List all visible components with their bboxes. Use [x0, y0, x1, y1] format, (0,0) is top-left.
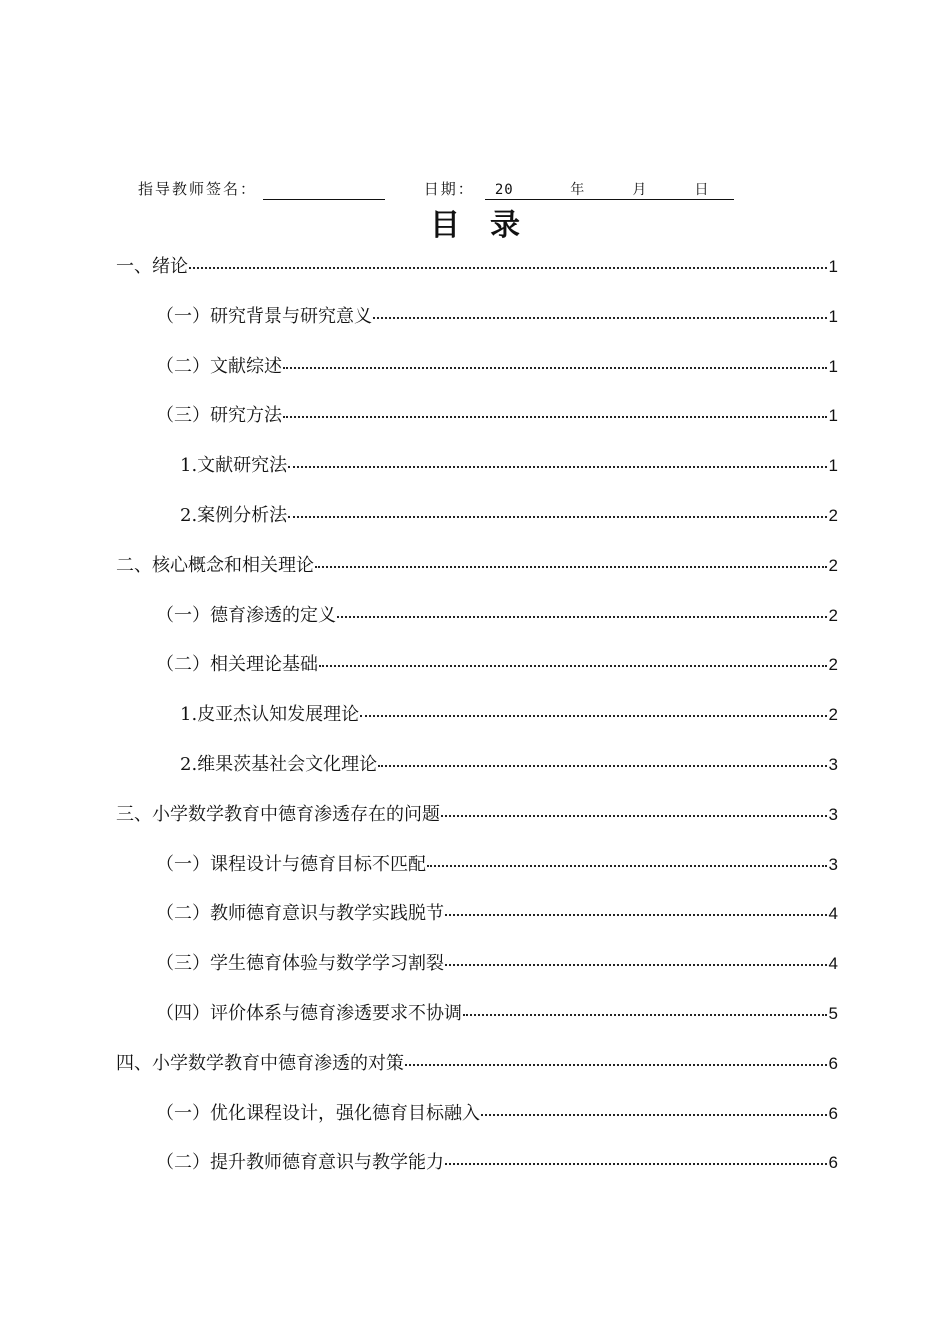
toc-dot-leader — [441, 815, 827, 817]
toc-entry[interactable] — [156, 999, 838, 1029]
toc-entry-page: 1 — [828, 306, 838, 326]
toc-entry-label: （一）德育渗透的定义 — [156, 604, 336, 626]
toc-dot-leader — [445, 1163, 827, 1165]
toc-entry-label: 一、绪论 — [116, 256, 188, 277]
toc-entry-page: 3 — [828, 804, 838, 824]
teacher-signature-blank[interactable] — [263, 183, 385, 200]
toc-entry[interactable] — [156, 352, 838, 382]
toc-entry[interactable] — [116, 800, 838, 830]
toc-dot-leader — [405, 1064, 827, 1066]
toc-entry-label: （四）评价体系与德育渗透要求不协调 — [156, 1003, 462, 1024]
toc-dot-leader — [445, 914, 827, 916]
toc-dot-leader — [283, 367, 827, 369]
toc-entry-page: 3 — [828, 755, 838, 774]
date-label: 日期： — [423, 180, 475, 198]
toc-entry-label: 2.案例分析法 — [180, 505, 288, 526]
toc-entry-label: （二）教师德育意识与教学实践脱节 — [156, 903, 444, 925]
toc-entry[interactable] — [156, 302, 838, 332]
toc-entry-page: 1 — [828, 456, 838, 476]
toc-entry-page: 2 — [828, 655, 838, 675]
toc-entry-page: 1 — [828, 257, 838, 276]
toc-dot-leader — [378, 765, 826, 767]
toc-dot-leader — [283, 416, 827, 418]
toc-dot-leader — [189, 267, 827, 269]
toc-entry-label: （三）研究方法 — [156, 405, 282, 427]
toc-entry-page: 2 — [828, 705, 838, 725]
toc-dot-leader — [445, 964, 827, 966]
toc-dot-leader — [337, 616, 827, 618]
toc-dot-leader — [288, 516, 826, 518]
toc-entry-page: 6 — [828, 1153, 838, 1173]
toc-entry-label: （一）研究背景与研究意义 — [156, 305, 372, 327]
toc-entry[interactable] — [116, 551, 838, 581]
toc-dot-leader — [288, 466, 826, 468]
toc-dot-leader — [315, 566, 827, 568]
toc-entry-label: （一）课程设计与德育目标不匹配 — [156, 853, 426, 875]
toc-entry[interactable] — [156, 650, 838, 680]
toc-entry-page: 6 — [828, 1103, 838, 1123]
toc-dot-leader — [427, 865, 827, 867]
toc-dot-leader — [319, 665, 827, 667]
toc-entry-label: （一）优化课程设计，强化德育目标融入 — [156, 1102, 480, 1124]
toc-entry[interactable] — [156, 401, 838, 431]
toc-entry-label: 三、小学数学教育中德育渗透存在的问题 — [116, 803, 440, 825]
toc-entry[interactable] — [156, 949, 838, 979]
teacher-signature-label: 指导教师签名： — [138, 180, 258, 198]
toc-entry[interactable] — [156, 899, 838, 929]
toc-entry[interactable] — [156, 1099, 838, 1129]
toc-entry-label: （二）提升教师德育意识与教学能力 — [156, 1152, 444, 1174]
toc-entry-label: 2.维果茨基社会文化理论 — [180, 754, 378, 775]
toc-entry-page: 1 — [828, 406, 838, 426]
signature-line — [138, 178, 734, 200]
toc-entry-label: 四、小学数学教育中德育渗透的对策 — [116, 1052, 404, 1074]
toc-entry-page: 6 — [828, 1053, 838, 1073]
toc-entry[interactable] — [180, 750, 838, 780]
toc-entry[interactable] — [180, 451, 838, 481]
toc-entry[interactable] — [180, 700, 838, 730]
toc-entry-page: 4 — [828, 954, 838, 974]
toc-entry-label: 二、核心概念和相关理论 — [116, 554, 314, 576]
toc-entry-label: 1.文献研究法 — [180, 455, 288, 477]
toc-dot-leader — [481, 1114, 827, 1116]
toc-entry[interactable] — [156, 850, 838, 880]
toc-entry-page: 2 — [828, 506, 838, 525]
toc-entry-label: （三）学生德育体验与数学学习割裂 — [156, 953, 444, 975]
toc-entry-page: 1 — [828, 356, 838, 376]
toc-title: 目录 — [430, 208, 550, 243]
toc-dot-leader — [373, 317, 827, 319]
toc-entry[interactable] — [156, 601, 838, 631]
toc-dot-leader — [360, 715, 826, 717]
toc-dot-leader — [463, 1014, 827, 1016]
toc-entry[interactable] — [116, 1049, 838, 1079]
toc-entry[interactable] — [180, 501, 838, 531]
toc-entry-label: （二）相关理论基础 — [156, 654, 318, 676]
toc-entry-page: 3 — [828, 854, 838, 874]
toc-entry-page: 5 — [828, 1004, 838, 1023]
toc-entry-label: 1.皮亚杰认知发展理论 — [180, 704, 360, 726]
toc-entry-label: （二）文献综述 — [156, 355, 282, 377]
toc-entry-page: 4 — [828, 904, 838, 924]
toc-entry[interactable] — [156, 1148, 838, 1178]
toc-entry[interactable] — [116, 252, 838, 282]
date-field[interactable]: 20 年 月 日 — [485, 179, 735, 200]
toc-entry-page: 2 — [828, 555, 838, 575]
toc-entry-page: 2 — [828, 605, 838, 625]
